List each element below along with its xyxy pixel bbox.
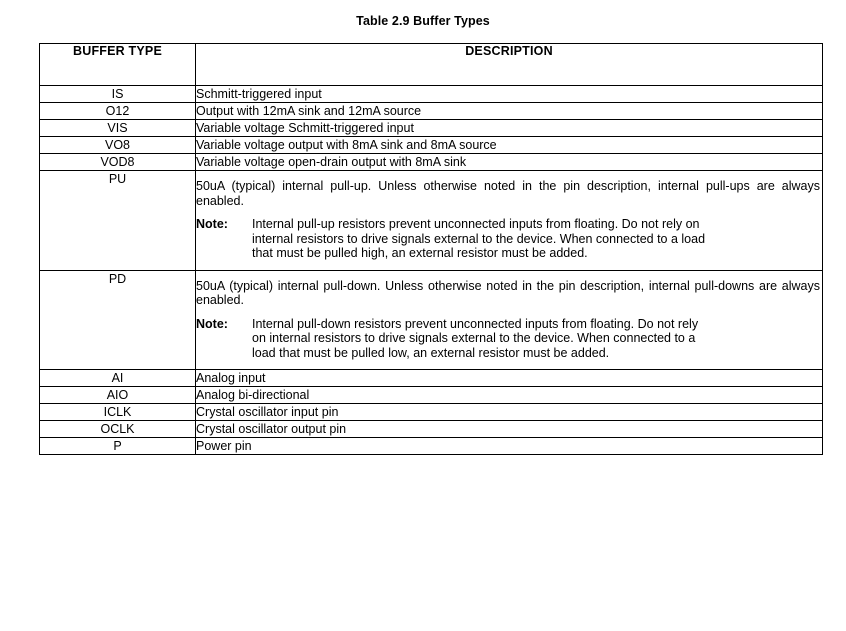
table-row bbox=[40, 387, 823, 404]
description-cell bbox=[196, 171, 823, 271]
table-caption: Table 2.9 Buffer Types bbox=[356, 14, 490, 28]
description-cell: Output with 12mA sink and 12mA source bbox=[196, 103, 823, 120]
note-line: load that must be pulled low, an external resistor must be added. bbox=[252, 345, 610, 360]
note-block bbox=[196, 217, 822, 261]
description-cell: Variable voltage open-drain output with 8mA sink bbox=[196, 154, 823, 171]
note-label: Note: bbox=[196, 316, 228, 331]
buffer-type-cell: ICLK bbox=[40, 404, 196, 421]
buffer-type-cell: O12 bbox=[40, 103, 196, 120]
column-header-description: DESCRIPTION bbox=[196, 44, 823, 86]
buffer-type-cell: PU bbox=[40, 171, 196, 271]
table-row bbox=[40, 438, 823, 455]
description-cell: Crystal oscillator input pin bbox=[196, 404, 823, 421]
table-row bbox=[40, 370, 823, 387]
table-row bbox=[40, 171, 823, 271]
description-cell: Power pin bbox=[196, 438, 823, 455]
description-cell: Variable voltage Schmitt-triggered input bbox=[196, 120, 823, 137]
table-header-row bbox=[40, 44, 823, 86]
buffer-type-cell: VO8 bbox=[40, 137, 196, 154]
note-line: Internal pull-down resistors prevent unconnected inputs from floating. Do not rely bbox=[252, 316, 699, 331]
table-row bbox=[40, 154, 823, 171]
buffer-type-cell: VOD8 bbox=[40, 154, 196, 171]
note-label: Note: bbox=[196, 217, 228, 231]
column-header-buffer-type: BUFFER TYPE bbox=[40, 44, 196, 86]
table-row bbox=[40, 86, 823, 103]
note-line: Internal pull-up resistors prevent unconnected inputs from floating. Do not rely on bbox=[252, 217, 700, 231]
buffer-type-cell: P bbox=[40, 438, 196, 455]
description-paragraph: 50uA (typical) internal pull-down. Unless otherwise noted in the pin description, internal pull-downs are always enabled. bbox=[196, 278, 820, 307]
table-row bbox=[40, 270, 823, 370]
description-cell: Analog input bbox=[196, 370, 823, 387]
buffer-type-cell: PD bbox=[40, 270, 196, 370]
note-block bbox=[196, 317, 822, 361]
buffer-type-cell: IS bbox=[40, 86, 196, 103]
table-row bbox=[40, 404, 823, 421]
buffer-types-table bbox=[39, 43, 823, 455]
table-row bbox=[40, 120, 823, 137]
buffer-type-cell: VIS bbox=[40, 120, 196, 137]
note-line: that must be pulled high, an external resistor must be added. bbox=[252, 246, 588, 260]
note-line: on internal resistors to drive signals external to the device. When connected to a bbox=[252, 331, 696, 345]
buffer-type-cell: AIO bbox=[40, 387, 196, 404]
description-cell: Schmitt-triggered input bbox=[196, 86, 823, 103]
description-cell bbox=[196, 270, 823, 370]
table-row bbox=[40, 137, 823, 154]
description-cell: Variable voltage output with 8mA sink and 8mA source bbox=[196, 137, 823, 154]
description-paragraph: 50uA (typical) internal pull-up. Unless otherwise noted in the pin description, internal pull-ups are always enabled. bbox=[196, 179, 820, 208]
description-cell: Crystal oscillator output pin bbox=[196, 421, 823, 438]
note-text bbox=[252, 217, 820, 261]
buffer-type-cell: AI bbox=[40, 370, 196, 387]
note-line: internal resistors to drive signals external to the device. When connected to a load bbox=[252, 231, 706, 246]
table-row bbox=[40, 103, 823, 120]
note-text bbox=[252, 317, 820, 361]
table-row bbox=[40, 421, 823, 438]
buffer-type-cell: OCLK bbox=[40, 421, 196, 438]
description-cell: Analog bi-directional bbox=[196, 387, 823, 404]
